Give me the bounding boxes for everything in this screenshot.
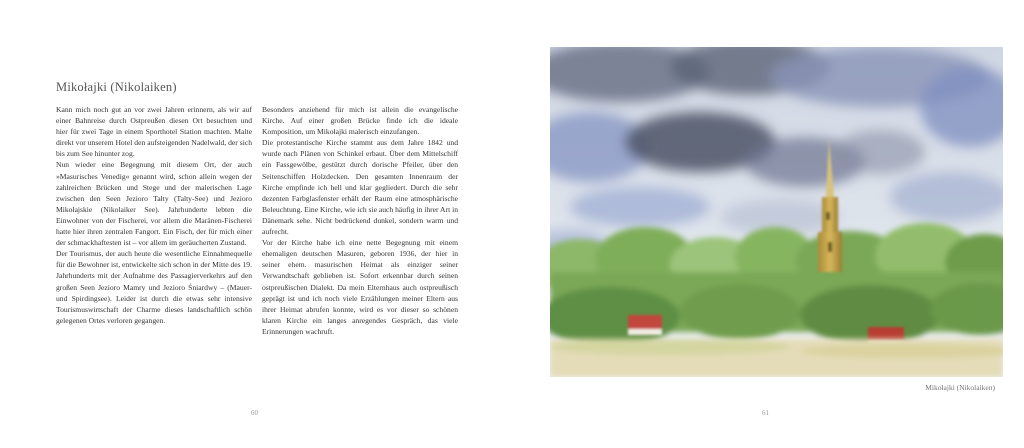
painting-caption: Mikołajki (Nikolaiken) xyxy=(925,383,995,392)
page-number: 60 xyxy=(251,409,258,417)
watercolor-painting xyxy=(550,47,1003,377)
paragraph: Kann mich noch gut an vor zwei Jahren erinnern, als wir auf einer Bahnreise durch Ostpreußen diesen Ort besuchten und hier für zwei Tage in einem Sporthotel Station machten. Malte direkt vor unserem Hotel den aufsteigenden Nadelwald, der sich bis zum See hinunter zog. xyxy=(56,105,252,159)
page-number: 61 xyxy=(762,409,769,417)
painting-svg xyxy=(550,47,1003,377)
paragraph: Besonders anziehend für mich ist allein die evangelische Kirche. Auf einer großen Brücke finde ich die ideale Komposition, um Mikołajki malerisch einzufangen. xyxy=(262,105,458,137)
paragraph: Nun wieder eine Begegnung mit diesem Ort, der auch »Masurisches Venedig« genannt wird, schon allein wegen der zahlreichen Brücken und Stege und der malerischen Lage zwischen den Seen Jezioro Tałty (Talty-See) und Jezioro Mikołajskie (Nikolaiker See). Jahrhunderte lebten die Einwohner von der Fischerei, vor allem die Maränen-Fischerei hatte hier ihren zentralen Fangort. Ein Fisch, der für mich einer der schmackhaftesten ist – vor allem im geräucherten Zustand. xyxy=(56,160,252,248)
right-page xyxy=(512,0,1024,448)
page-title: Mikołajki (Nikolaiken) xyxy=(56,80,177,94)
paragraph: Der Tourismus, der auch heute die wesentliche Einnahmequelle für die Bewohner ist, entwickelte sich schon in der Mitte des 19. Jahrhunderts mit der Aufnahme des Passagierverkehrs auf den großen Seen Jezioro Mamry und Jezioro Śniardwy – (Mauer- und Spirdingsee). Leider ist durch die etwas sehr intensive Tourismuswirtschaft der Charme dieses landschaftlich schön gelegenen Ortes verloren gegangen. xyxy=(56,249,252,325)
shore xyxy=(550,339,1003,377)
tree-line xyxy=(550,223,1003,347)
text-column-1 xyxy=(56,104,252,326)
paragraph: Die protestantische Kirche stammt aus dem Jahre 1842 und wurde nach Plänen von Schinkel erbaut. Über dem Mittelschiff ein Fassgewölbe, gestützt durch dorische Pfeiler, über den Seitenschiffen Holzdecken. Den gesamten Innenraum der Kirche empfinde ich hell und klar gegliedert. Durch die sehr dezenten Farbglasfenster erhält der Raum eine atmosphärische Beleuchtung. Eine Kirche, wie ich sie auch häufig in ihrer Art in Dänemark sehe. Nicht bedrückend dunkel, sondern warm und aufrecht. xyxy=(262,138,458,237)
paragraph: Vor der Kirche habe ich eine nette Begegnung mit einem ehemaligen deutschen Masuren, geboren 1936, der hier in seiner ehem. masurischen Heimat als einziger seiner Verwandtschaft geblieben ist. Sofort erkennbar durch seinen ostpreußischen Dialekt. Da mein Elternhaus auch ostpreußisch geprägt ist und ich noch viele Erzählungen meiner Eltern aus ihrer Heimat abrufen konnte, wird es vor dieser so schönen klaren Kirche ein langes anregendes Gespräch, das viele Erinnerungen wachruft. xyxy=(262,238,458,336)
text-column-2 xyxy=(262,104,458,337)
